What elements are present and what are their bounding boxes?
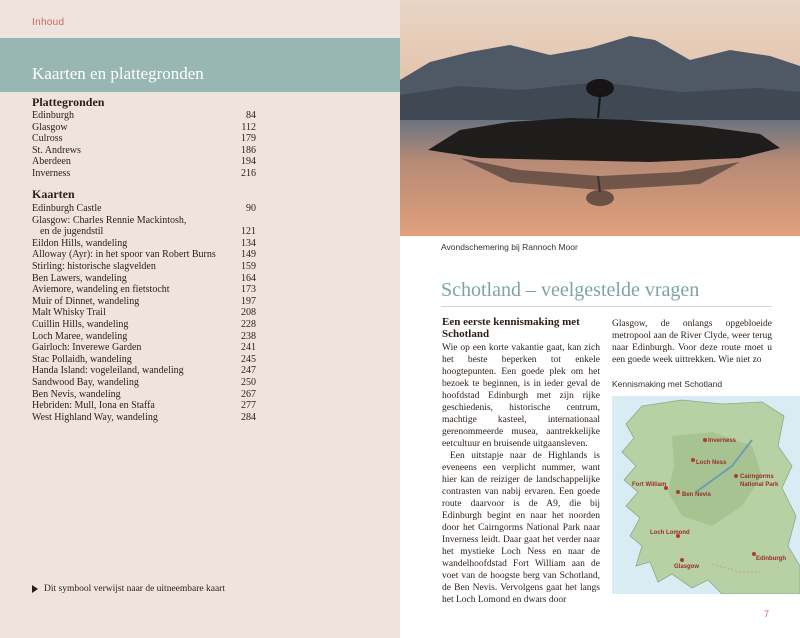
toc-entry-page: 121	[241, 226, 256, 238]
toc-row	[32, 284, 256, 296]
toc-row	[32, 238, 256, 250]
page-number: 7	[764, 609, 770, 619]
band-title: Kaarten en plattegronden	[32, 64, 204, 83]
toc-entry-page: 186	[241, 144, 256, 156]
toc-row	[32, 226, 256, 238]
toc-row	[32, 412, 256, 424]
toc-row	[32, 133, 256, 145]
toc-row	[32, 249, 256, 261]
toc-entry-page: 194	[241, 156, 256, 168]
footnote-text: Dit symbool verwijst naar de uitneembare kaart	[44, 584, 225, 594]
toc-row	[32, 365, 256, 377]
toc-entry-label: Edinburgh	[32, 110, 75, 121]
toc-entry-label: Ben Lawers, wandeling	[32, 272, 127, 284]
toc-entry-label: Glasgow: Charles Rennie Mackintosh,	[32, 214, 187, 226]
toc-entry-label: St. Andrews	[32, 144, 81, 156]
toc-entry-label: Aberdeen	[32, 156, 71, 168]
map-symbol-icon	[32, 585, 38, 593]
footnote	[32, 584, 225, 594]
right-page	[400, 0, 800, 638]
section-header: Inhoud	[32, 17, 65, 28]
toc-entry-page: 284	[241, 411, 256, 423]
toc-entry-label: Aviemore, wandeling en fietstocht	[32, 284, 170, 296]
toc-row	[32, 342, 256, 354]
toc-entry-page: 164	[241, 272, 256, 284]
map-label-loch-ness: Loch Ness	[696, 460, 727, 466]
toc-entry-label: Sandwood Bay, wandeling	[32, 377, 139, 388]
map-label-fort-william: Fort William	[632, 482, 667, 488]
map-label-ben-nevis: Ben Nevis	[682, 492, 712, 498]
toc-entry-label: en de jugendstil	[40, 226, 104, 238]
marker-ben-nevis	[676, 490, 680, 494]
toc-entry-label: Gairloch: Inverewe Garden	[32, 342, 142, 354]
title-band	[0, 38, 400, 92]
toc-entry-page: 134	[241, 237, 256, 249]
marker-cairngorms	[734, 474, 738, 478]
toc-entry-page: 159	[241, 261, 256, 272]
toc-row	[32, 261, 256, 273]
toc-entry-page: 90	[246, 203, 256, 214]
title-rule	[441, 306, 772, 307]
toc-row	[32, 319, 256, 331]
toc-entry-page: 277	[241, 400, 256, 412]
toc-entry-page: 149	[241, 249, 256, 261]
toc-entry-label: Glasgow	[32, 121, 68, 133]
toc-row	[32, 203, 256, 215]
toc-entry-page: 245	[241, 353, 256, 365]
toc-entry-label: Ben Nevis, wandeling	[32, 388, 121, 400]
toc-entry-page: 216	[241, 168, 256, 179]
toc-entry-label: Malt Whisky Trail	[32, 307, 106, 319]
kaarten-heading: Kaarten	[32, 187, 75, 201]
toc-entry-page: 247	[241, 365, 256, 377]
text-column-2	[612, 318, 772, 366]
toc-entry-page: 112	[241, 121, 256, 133]
toc-row	[32, 354, 256, 366]
toc-entry-page: 241	[241, 342, 256, 354]
paragraph-2: Een uitstapje naar de Highlands is eveneens een verplicht nummer, want hier kan de reiziger de landschappelijke contrasten van nabij ervaren. Een goede route daarvoor is de A9, die bij Edinburgh begint en naar het noorden door het Cairngorms National Park naar Inverness leidt. Daar gaat het verder naar het mystieke Loch Ness en naar de wandelhoofdstad Fort William aan de voet van de hoogste berg van Schotland, de Ben Nevis. Vervolgens gaat het langs het Loch Lomond en dwars door	[442, 451, 600, 605]
toc-row	[32, 156, 256, 168]
paragraph-3: Glasgow, de onlangs opgebloeide metropool aan de River Clyde, weer terug naar Edinburgh. Voor deze route moet u een goede week uittrekken. Wie niet zo	[612, 319, 772, 365]
text-column-1	[442, 316, 600, 606]
toc-row	[32, 145, 256, 157]
paragraph-1: Wie op een korte vakantie gaat, kan zich het beste beperken tot enkele hoogtepunten. Een goede plek om het bezoek te beginnen, is in ieder geval de hoofdstad Edinburgh met zijn rijke geschiedenis, historische centrum, machtige kasteel, internationaal gerenommeerde musea, aantrekkelijke eetcultuur en bruisende uitgaansleven.	[442, 343, 600, 449]
subheading: Een eerste kennismaking met Schotland	[442, 316, 580, 340]
toc-entry-page: 179	[241, 133, 256, 145]
toc-row	[32, 296, 256, 308]
toc-entry-page: 267	[241, 388, 256, 400]
toc-entry-label: Stac Pollaidh, wandeling	[32, 353, 132, 365]
toc-entry-page: 173	[241, 284, 256, 296]
marker-loch-ness	[691, 458, 695, 462]
map-label-glasgow: Glasgow	[674, 564, 700, 570]
toc-entry-page: 84	[246, 110, 256, 121]
map-label-inverness: Inverness	[708, 438, 737, 444]
toc-entry-label: Handa Island: vogeleiland, wandeling	[32, 365, 184, 377]
toc-entry-label: West Highland Way, wandeling	[32, 411, 158, 423]
toc-entry-label: Culross	[32, 133, 63, 145]
toc-entry-label: Cuillin Hills, wandeling	[32, 319, 129, 330]
page-title: Schotland – veelgestelde vragen	[441, 279, 700, 301]
toc-entry-label: Loch Maree, wandeling	[32, 330, 128, 342]
toc-entry-page: 250	[241, 377, 256, 388]
rannoch-moor-photo	[400, 0, 800, 236]
map-label-edinburgh: Edinburgh	[756, 556, 786, 562]
toc-row	[32, 215, 256, 227]
toc-row	[32, 400, 256, 412]
toc-row	[32, 273, 256, 285]
toc-entry-label: Alloway (Ayr): in het spoor van Robert Burns	[32, 249, 216, 261]
toc-entry-label: Inverness	[32, 168, 71, 179]
photo-caption: Avondschemering bij Rannoch Moor	[441, 242, 578, 252]
toc-entry-label: Edinburgh Castle	[32, 203, 102, 214]
toc-entry-label: Muir of Dinnet, wandeling	[32, 295, 140, 307]
toc-entry-page: 197	[241, 295, 256, 307]
marker-inverness	[703, 438, 707, 442]
toc-row	[32, 389, 256, 401]
scotland-map	[612, 396, 800, 594]
map-caption: Kennismaking met Schotland	[612, 379, 723, 389]
toc-entry-label: Hebriden: Mull, Iona en Staffa	[32, 400, 155, 412]
toc-row	[32, 110, 256, 122]
toc-entry-label: Stirling: historische slagvelden	[32, 261, 156, 272]
marker-glasgow	[680, 558, 684, 562]
toc-row	[32, 307, 256, 319]
toc-row	[32, 122, 256, 134]
toc-entry-page: 208	[241, 307, 256, 319]
toc-entry-page: 228	[241, 319, 256, 330]
toc-entry-page: 238	[241, 330, 256, 342]
toc-row	[32, 377, 256, 389]
toc-entry-label: Eildon Hills, wandeling	[32, 237, 128, 249]
toc-row	[32, 331, 256, 343]
toc-row	[32, 168, 256, 180]
plattegronden-heading: Plattegronden	[32, 95, 105, 109]
map-label-loch-lomond: Loch Lomond	[650, 530, 690, 536]
map-label-cairngorms: Cairngorms	[740, 474, 774, 480]
map-label-national-park: National Park	[740, 482, 779, 488]
